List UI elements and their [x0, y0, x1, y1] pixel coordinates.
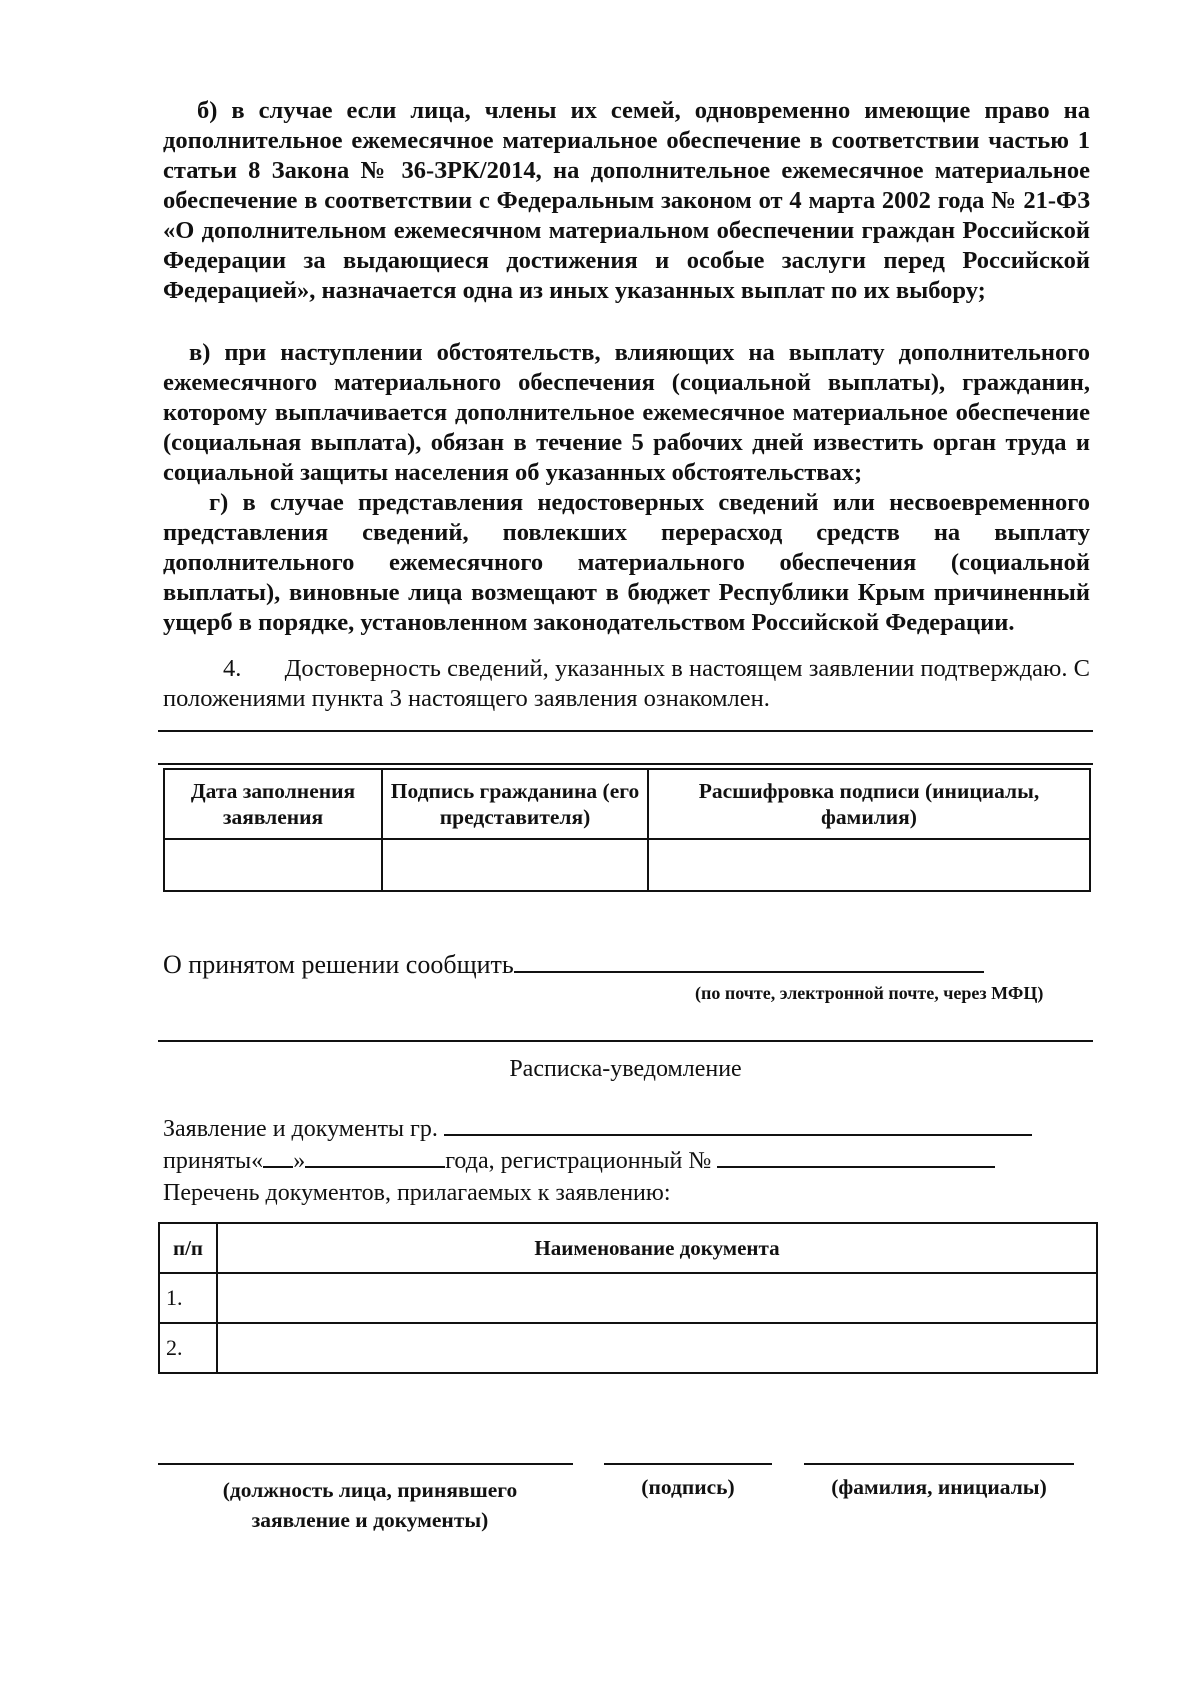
accepted-label: приняты« — [163, 1148, 264, 1174]
receipt-applicant-label: Заявление и документы гр. — [163, 1116, 438, 1142]
signature-line[interactable] — [604, 1463, 772, 1465]
signature-caption: (подпись) — [641, 1475, 735, 1499]
position-signature-line[interactable] — [158, 1463, 573, 1465]
decision-method-field[interactable] — [514, 971, 984, 973]
table-row — [159, 1273, 1097, 1323]
header-document-name: Наименование документа — [217, 1223, 1097, 1273]
table-row — [159, 1323, 1097, 1373]
quote-close: » — [293, 1148, 306, 1174]
document-name-cell[interactable] — [217, 1273, 1097, 1323]
accepted-month-field[interactable] — [305, 1166, 445, 1168]
decision-label: О принятом решении сообщить — [163, 950, 514, 979]
row-number: 2. — [159, 1323, 217, 1373]
name-caption: (фамилия, инициалы) — [831, 1475, 1047, 1499]
header-number: п/п — [159, 1223, 217, 1273]
registration-number-field[interactable] — [717, 1166, 995, 1168]
paragraph-item-4: 4. Достоверность сведений, указанных в настоящем заявлении подтверждаю. С положениями пункта 3 настоящего заявления ознакомлен. — [163, 655, 1090, 712]
divider-line — [158, 730, 1093, 732]
name-signature-line[interactable] — [804, 1463, 1074, 1465]
applicant-name-field[interactable] — [444, 1134, 1032, 1136]
paragraph-b: б) в случае если лица, члены их семей, одновременно имеющие право на дополнительное ежемесячное материальное обеспечение в соответствии частью 1 статьи 8 Закона № 36-ЗРК/2014, на дополнительное ежемесячное материальное обеспечение в соответствии с Федеральным законом от 4 марта 2002 года № 21-ФЗ «О дополнительном ежемесячном материальном обеспечении граждан Российской Федерации за выдающиеся достижения и особые заслуги перед Российской Федерацией», назначается одна из иных указанных выплат по их выбору; — [163, 97, 1090, 304]
header-signature-decoding: Расшифровка подписи (инициалы, фамилия) — [648, 769, 1090, 839]
header-citizen-signature: Подпись гражданина (его представителя) — [382, 769, 648, 839]
decision-line — [163, 950, 984, 980]
document-name-cell[interactable] — [217, 1323, 1097, 1373]
header-fill-date: Дата заполнения заявления — [164, 769, 382, 839]
signature-decoding-cell[interactable] — [648, 839, 1090, 891]
documents-list-label: Перечень документов, прилагаемых к заявлению: — [163, 1180, 671, 1206]
citizen-signature-cell[interactable] — [382, 839, 648, 891]
year-registration-label: года, регистрационный № — [445, 1148, 712, 1174]
documents-table — [158, 1222, 1098, 1374]
paragraph-g: г) в случае представления недостоверных сведений или несвоевременного представления сведений, повлекших перерасход средств на выплату дополнительного ежемесячного материального обеспечения (социальной выплаты), виновные лица возмещают в бюджет Республики Крым причиненный ущерб в порядке, установленном законодательством Российской Федерации. — [163, 489, 1090, 636]
fill-date-cell[interactable] — [164, 839, 382, 891]
position-caption: (должность лица, принявшего заявление и документы) — [222, 1478, 518, 1532]
accepted-day-field[interactable] — [263, 1166, 293, 1168]
paragraph-v: в) при наступлении обстоятельств, влияющих на выплату дополнительного ежемесячного материального обеспечения (социальной выплаты), гражданин, которому выплачивается дополнительное ежемесячное материальное обеспечение (социальная выплата), обязан в течение 5 рабочих дней известить орган труда и социальной защиты населения об указанных обстоятельствах; — [163, 339, 1090, 486]
signature-table — [163, 768, 1091, 892]
receipt-line-1 — [163, 1116, 1032, 1143]
row-number: 1. — [159, 1273, 217, 1323]
receipt-line-2 — [163, 1148, 995, 1175]
divider-line — [158, 1040, 1093, 1042]
decision-hint: (по почте, электронной почте, через МФЦ) — [695, 983, 1044, 1003]
divider-line — [158, 763, 1093, 765]
receipt-title: Расписка-уведомление — [509, 1056, 742, 1082]
